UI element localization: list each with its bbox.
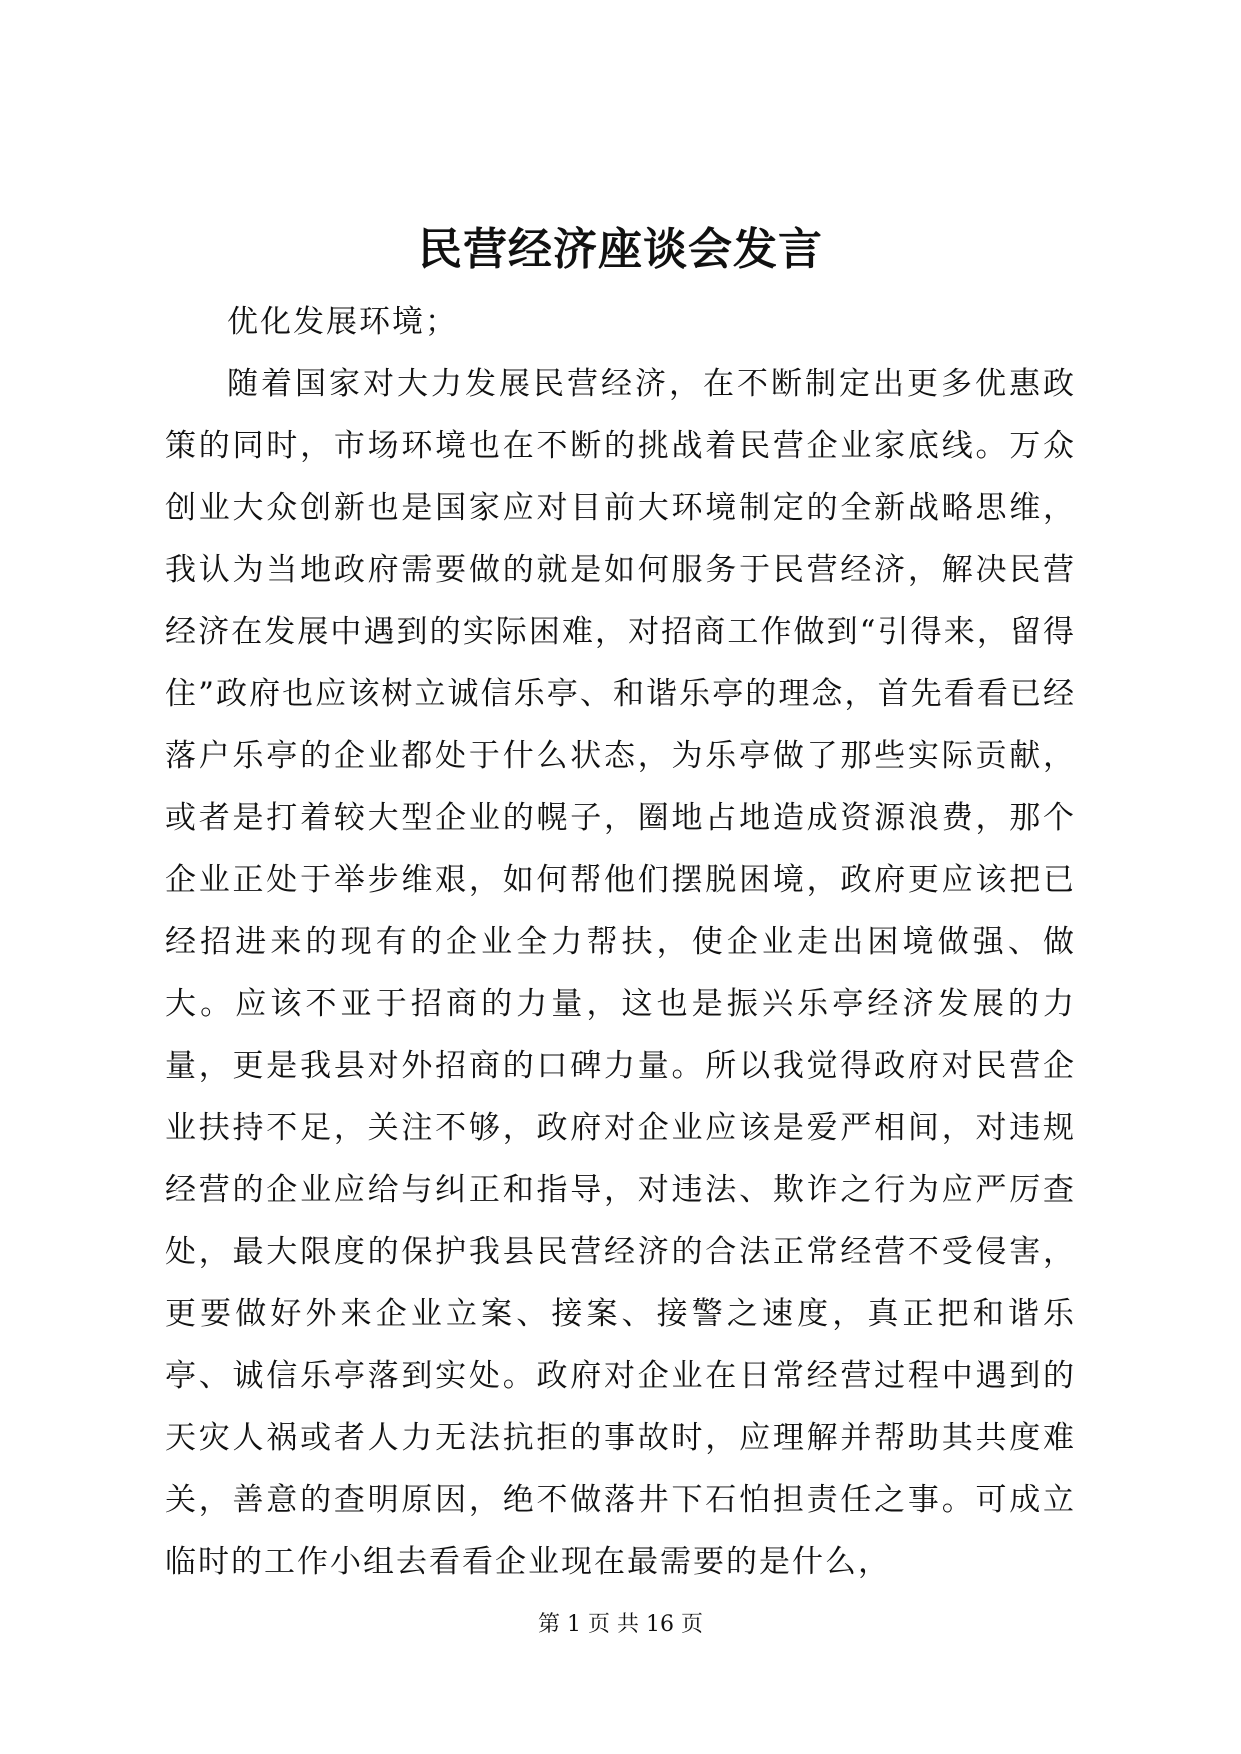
paragraph-1: 优化发展环境； <box>227 304 458 340</box>
document-body <box>165 291 1076 1593</box>
paragraph-2: 随着国家对大力发展民营经济，在不断制定出更多优惠政策的同时，市场环境也在不断的挑战着民营企业家底线。万众创业大众创新也是国家应对目前大环境制定的全新战略思维，我认为当地政府需要做的就是如何服务于民营经济，解决民营经济在发展中遇到的实际困难，对招商工作做到“引得来，留得住”政府也应该树立诚信乐亭、和谐乐亭的理念，首先看看已经落户乐亭的企业都处于什么状态，为乐亭做了那些实际贡献，或者是打着较大型企业的幌子，圈地占地造成资源浪费，那个企业正处于举步维艰，如何帮他们摆脱困境，政府更应该把已经招进来的现有的企业全力帮扶，使企业走出困境做强、做大。应该不亚于招商的力量，这也是振兴乐亭经济发展的力量，更是我县对外招商的口碑力量。所以我觉得政府对民营企业扶持不足，关注不够，政府对企业应该是爱严相间，对违规经营的企业应给与纠正和指导，对违法、欺诈之行为应严厉查处，最大限度的保护我县民营经济的合法正常经营不受侵害，更要做好外来企业立案、接案、接警之速度，真正把和谐乐亭、诚信乐亭落到实处。政府对企业在日常经营过程中遇到的天灾人祸或者人力无法抗拒的事故时，应理解并帮助其共度难关，善意的查明原因，绝不做落井下石怕担责任之事。可成立临时的工作小组去看看企业现在最需要的是什么， <box>165 366 1076 1580</box>
document-title: 民营经济座谈会发言 <box>418 224 823 275</box>
page-number-footer: 第 1 页 共 16 页 <box>538 1612 703 1637</box>
